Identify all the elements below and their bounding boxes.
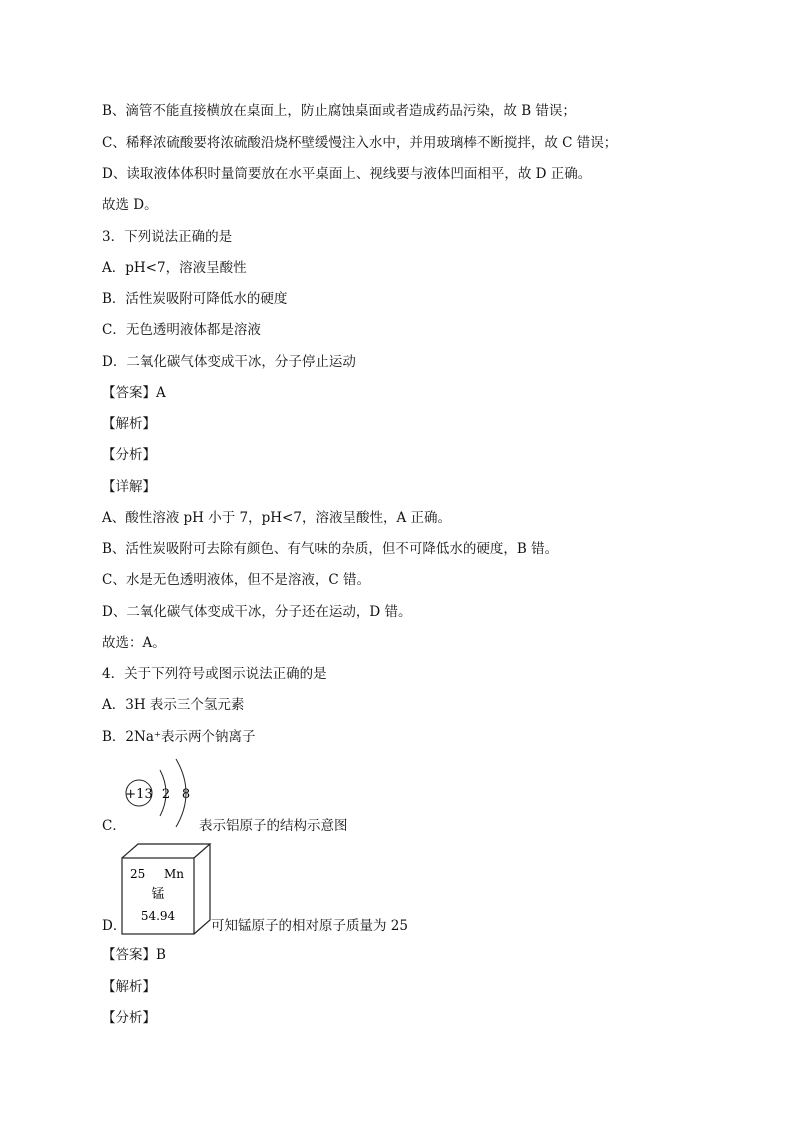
manganese-element-cell <box>118 842 214 938</box>
text-line: D、读取液体体积时量筒要放在水平桌面上、视线要与液体凹面相平，故 D 正确。 <box>102 166 592 182</box>
option-d-text: 可知锰原子的相对原子质量为 25 <box>211 918 408 934</box>
element-symbol: Mn <box>164 867 185 881</box>
cell-top-face <box>122 844 210 858</box>
shell-1-electrons: 2 <box>161 787 171 802</box>
analysis-label: 【解析】 <box>102 979 156 995</box>
option-b: B．2Na⁺表示两个钠离子 <box>102 729 256 745</box>
question-3-stem: 3．下列说法正确的是 <box>102 229 233 245</box>
option-b: B．活性炭吸附可降低水的硬度 <box>102 291 288 307</box>
option-c: C．无色透明液体都是溶液 <box>102 322 261 338</box>
analysis-sub-label: 【分析】 <box>102 447 156 463</box>
element-name: 锰 <box>151 887 165 902</box>
cell-side-face <box>194 844 210 934</box>
option-d-label: D． <box>102 918 127 934</box>
text-line: B、滴管不能直接横放在桌面上，防止腐蚀桌面或者造成药品污染，故 B 错误； <box>102 103 576 119</box>
text-line: D、二氧化碳气体变成干冰，分子还在运动，D 错。 <box>102 604 412 620</box>
option-c-text: 表示铝原子的结构示意图 <box>199 818 348 834</box>
atomic-number: 25 <box>130 867 146 881</box>
text-line: C、水是无色透明液体，但不是溶液，C 错。 <box>102 572 370 588</box>
text-line: 故选：A。 <box>102 635 166 651</box>
question-4-stem: 4．关于下列符号或图示说法正确的是 <box>102 666 327 682</box>
option-d: D．二氧化碳气体变成干冰，分子停止运动 <box>102 354 356 370</box>
text-line: C、稀释浓硫酸要将浓硫酸沿烧杯壁缓慢注入水中，并用玻璃棒不断搅拌，故 C 错误； <box>102 135 618 151</box>
option-c-label: C． <box>102 818 126 834</box>
option-a: A．3H 表示三个氢元素 <box>102 697 245 713</box>
answer-label: 【答案】A <box>102 385 166 401</box>
detail-label: 【详解】 <box>102 479 156 495</box>
aluminum-atom-diagram <box>122 757 202 829</box>
nucleus-charge: +13 <box>125 787 153 802</box>
atomic-mass: 54.94 <box>140 909 176 923</box>
answer-label: 【答案】B <box>102 947 166 963</box>
analysis-sub-label: 【分析】 <box>102 1010 156 1026</box>
shell-2-electrons: 8 <box>181 787 191 802</box>
text-line: B、活性炭吸附可去除有颜色、有气味的杂质，但不可降低水的硬度，B 错。 <box>102 541 559 557</box>
analysis-label: 【解析】 <box>102 416 156 432</box>
text-line: 故选 D。 <box>102 197 158 213</box>
text-line: A、酸性溶液 pH 小于 7，pH<7，溶液呈酸性，A 正确。 <box>102 510 451 526</box>
option-a: A．pH<7，溶液呈酸性 <box>102 260 247 276</box>
